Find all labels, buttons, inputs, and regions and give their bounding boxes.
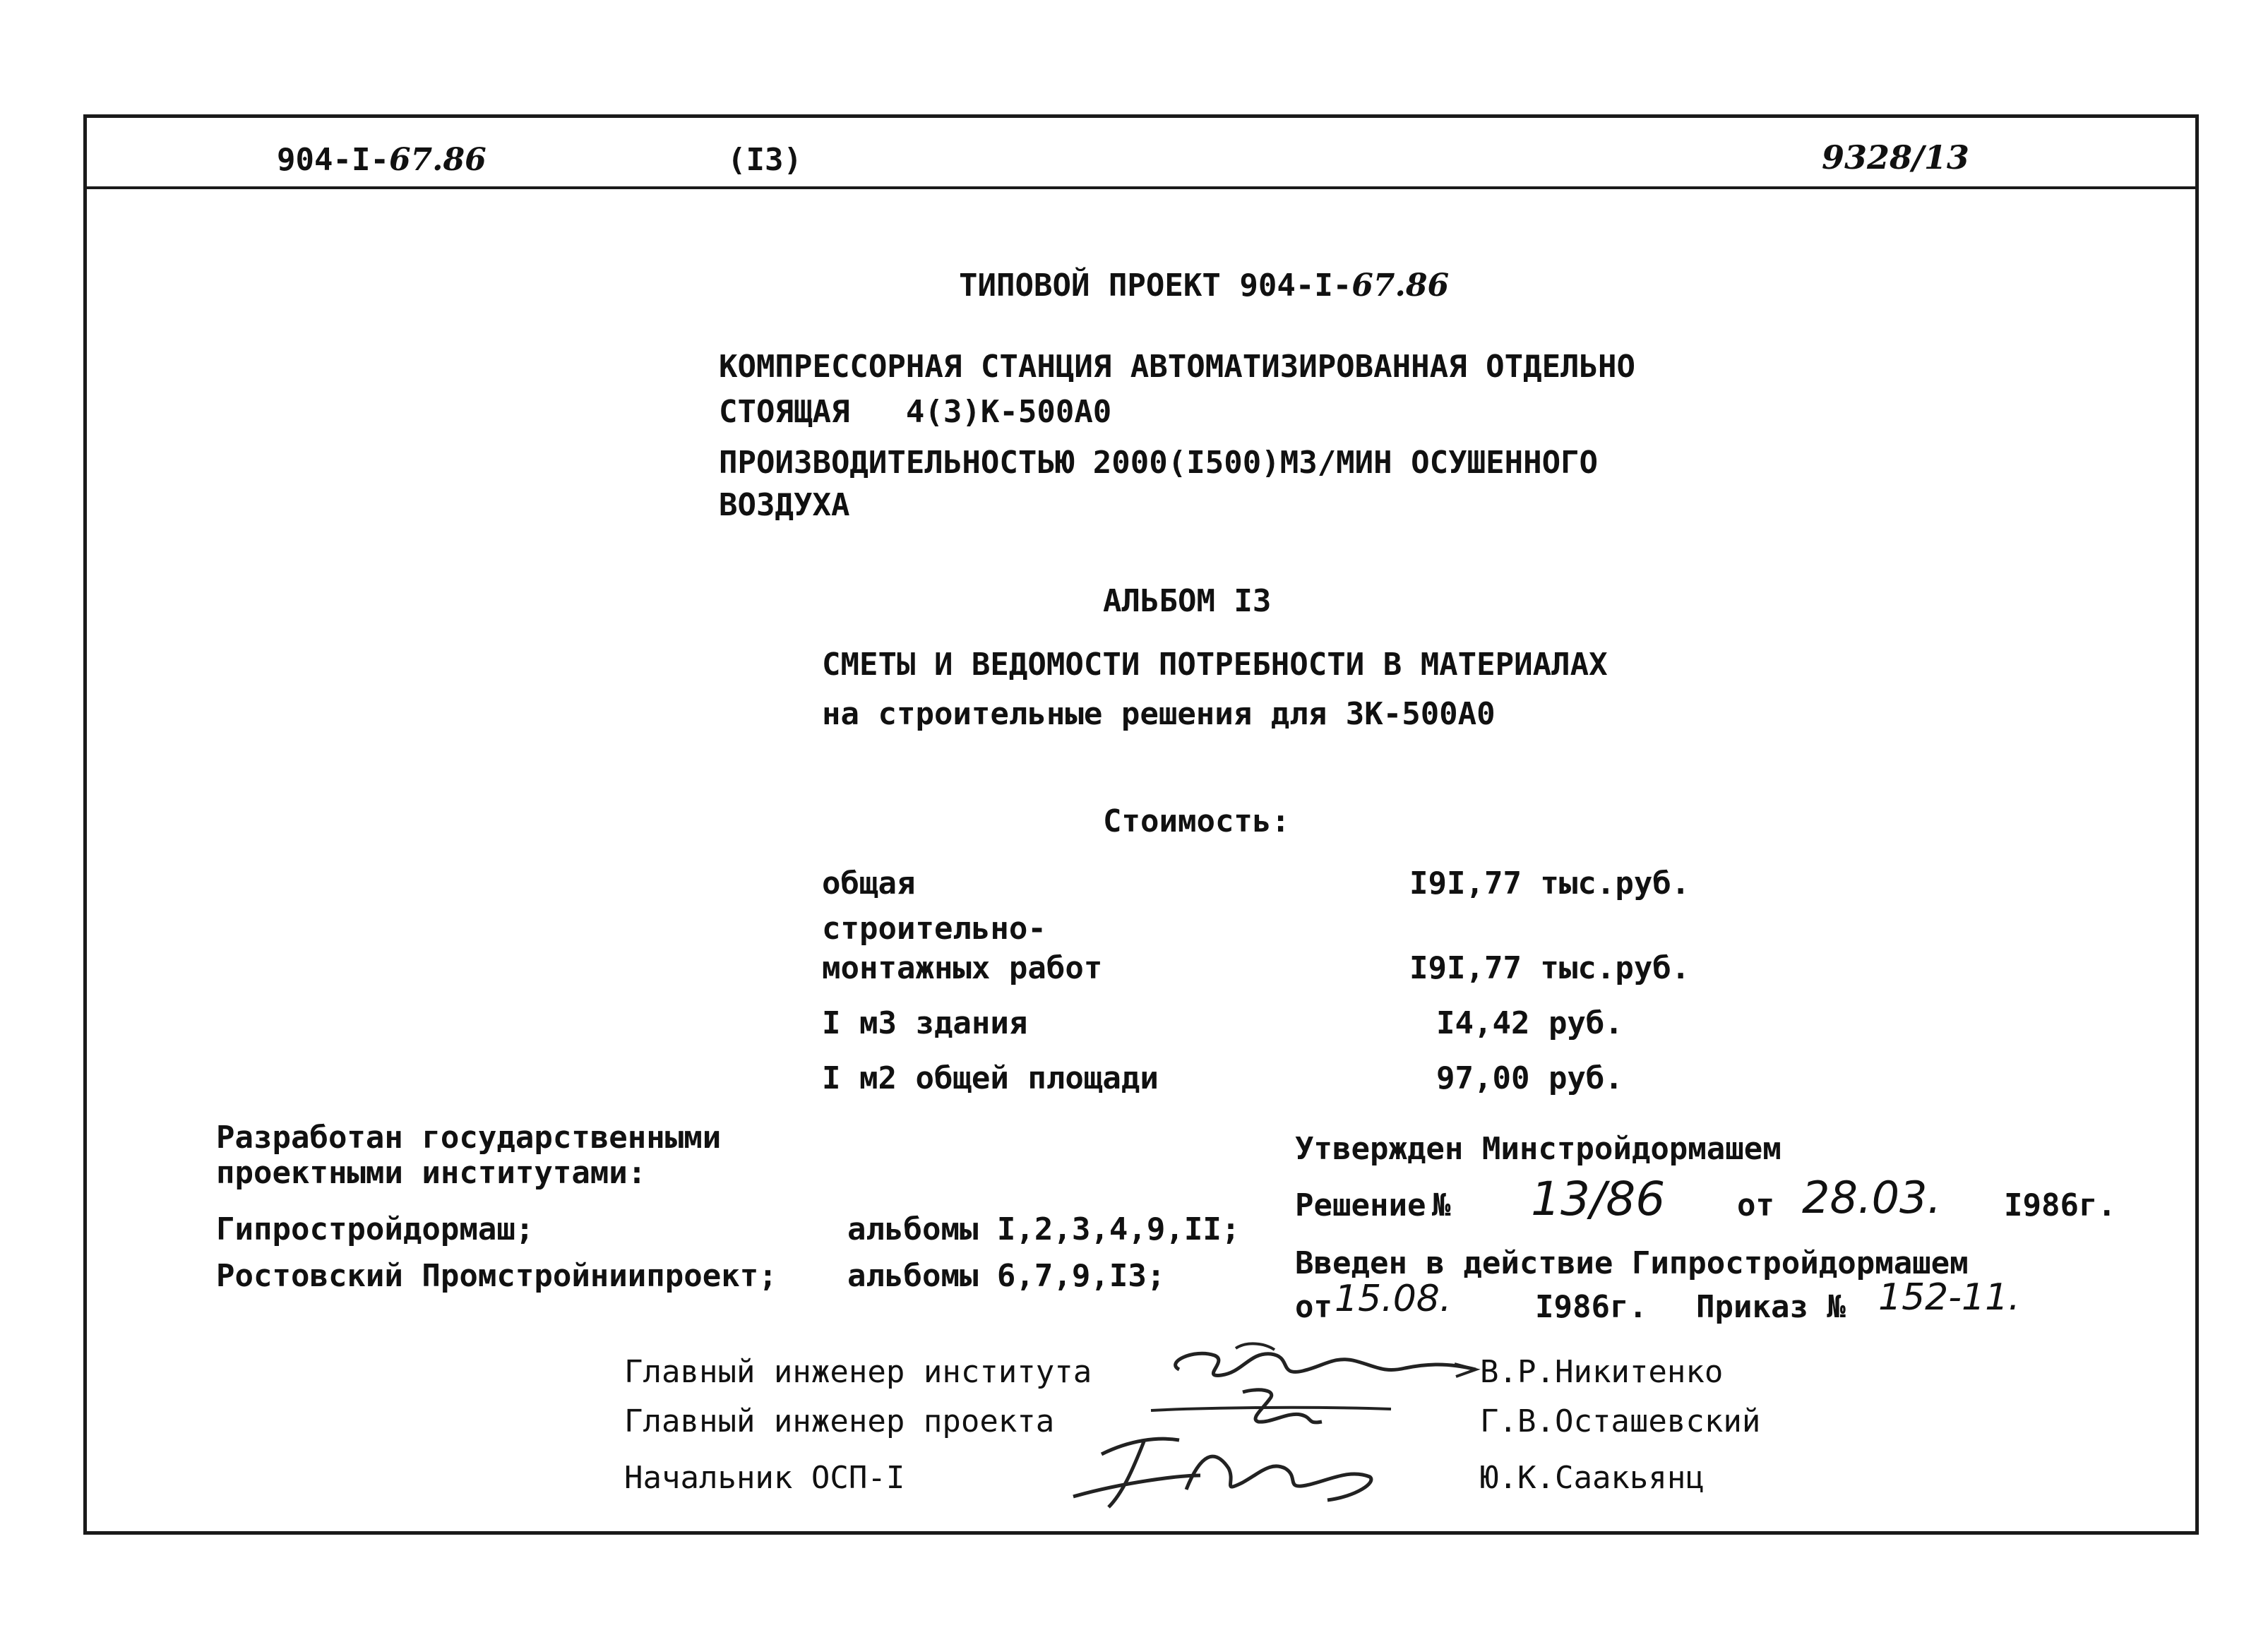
cost-row-value: I9I,77 тыс.руб. xyxy=(1409,865,1690,901)
order-label: Приказ № xyxy=(1696,1289,1846,1325)
project-title-number: 67.86 xyxy=(1351,268,1450,304)
cost-row-value: I4,42 руб. xyxy=(1436,1005,1623,1041)
header-inventory-number: 9328/13 xyxy=(1822,138,1969,176)
signatory-name: В.Р.Никитенко xyxy=(1480,1354,1724,1390)
decision-label: Решение xyxy=(1295,1187,1426,1223)
cost-row-label: I м3 здания xyxy=(822,1005,1028,1041)
cost-heading: Стоимость: xyxy=(1103,803,1290,839)
header-code-handwritten: 67.86 xyxy=(388,142,487,178)
decision-number-sign: № xyxy=(1432,1187,1451,1223)
developers-line-1: Разработан государственными xyxy=(216,1120,722,1156)
cost-row-label: I м2 общей площади xyxy=(822,1060,1159,1096)
album-title: АЛЬБОМ I3 xyxy=(1103,583,1272,619)
header-sheet: (I3) xyxy=(727,142,802,178)
developer-institute: Ростовский Промстройниипроект; xyxy=(216,1258,777,1294)
cost-row-label-cont: монтажных работ xyxy=(822,950,1103,986)
cost-row-value: 97,00 руб. xyxy=(1436,1060,1623,1096)
order-number: 152-11. xyxy=(1878,1276,2020,1319)
signatory-role: Главный инженер проекта xyxy=(624,1403,1055,1439)
subject-line-2: на строительные решения для 3К-500А0 xyxy=(822,696,1496,732)
decision-year: I986г. xyxy=(2004,1187,2116,1223)
decision-date: 28.03. xyxy=(1802,1172,1942,1223)
signature-chief-engineer-institute xyxy=(1151,1334,1483,1391)
cost-row-value: I9I,77 тыс.руб. xyxy=(1409,950,1690,986)
signature-head-osp xyxy=(1017,1426,1384,1518)
title-line-2: СТОЯЩАЯ 4(3)К-500А0 xyxy=(719,394,1112,430)
header-code xyxy=(277,142,487,178)
enactment-year: I986г. xyxy=(1535,1289,1647,1325)
developer-institute: Гипростройдормаш; xyxy=(216,1211,535,1247)
header-divider xyxy=(83,186,2199,189)
signatory-role: Начальник ОСП-I xyxy=(624,1460,905,1496)
title-line-3: ПРОИЗВОДИТЕЛЬНОСТЬЮ 2000(I500)М3/МИН ОСУШЕННОГО xyxy=(719,445,1599,481)
signatory-name: Г.В.Осташевский xyxy=(1480,1403,1761,1439)
project-title-printed: ТИПОВОЙ ПРОЕКТ 904-I- xyxy=(959,268,1352,304)
decision-from: от xyxy=(1737,1187,1774,1223)
title-line-4: ВОЗДУХА xyxy=(719,487,850,523)
approval-line: Утвержден Минстройдормашем xyxy=(1295,1131,1781,1167)
cost-row-label: общая xyxy=(822,865,916,901)
developer-albums: альбомы 6,7,9,I3; xyxy=(847,1258,1166,1294)
project-title xyxy=(959,268,1450,304)
cost-row-label: строительно- xyxy=(822,911,1046,947)
title-line-1: КОМПРЕССОРНАЯ СТАНЦИЯ АВТОМАТИЗИРОВАННАЯ ОТДЕЛЬНО xyxy=(719,349,1636,385)
enactment-date: 15.08. xyxy=(1335,1278,1452,1320)
header-code-printed: 904-I- xyxy=(277,142,389,178)
developers-line-2: проектными институтами: xyxy=(216,1155,647,1191)
subject-line-1: СМЕТЫ И ВЕДОМОСТИ ПОТРЕБНОСТИ В МАТЕРИАЛАХ xyxy=(822,647,1608,683)
developer-albums: альбомы I,2,3,4,9,II; xyxy=(847,1211,1241,1247)
signatory-name: Ю.К.Саакьянц xyxy=(1480,1460,1705,1496)
enactment-from: от xyxy=(1295,1289,1332,1325)
decision-number: 13/86 xyxy=(1531,1172,1666,1226)
enactment-line: Введен в действие Гипростройдормашем xyxy=(1295,1245,1969,1281)
signatory-role: Главный инженер института xyxy=(624,1354,1092,1390)
